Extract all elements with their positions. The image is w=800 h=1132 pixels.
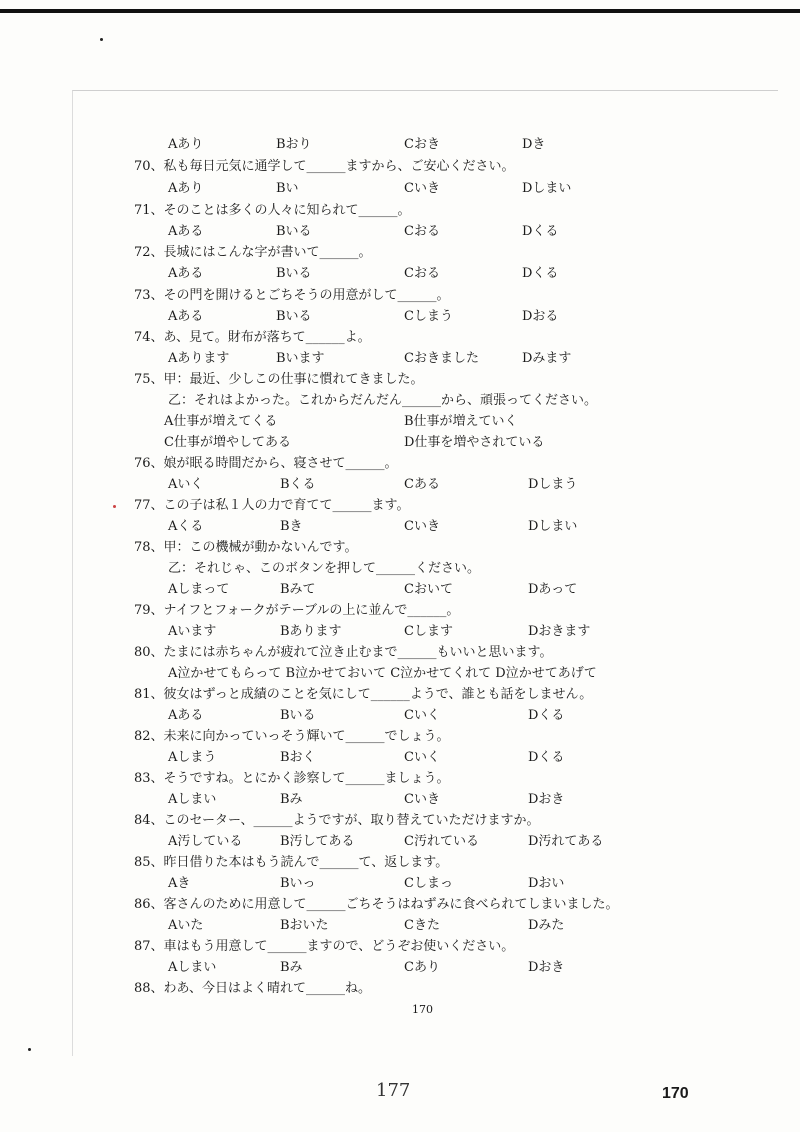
question-text: 70、私も毎日元気に通学して______ますから、ご安心ください。 [134,159,515,174]
option-d: Dおき [528,960,565,975]
question-text: 79、ナイフとフォークがテーブルの上に並んで______。 [134,603,460,618]
option-d: Dくる [522,266,559,281]
option-b: Bみて [280,582,316,597]
question-text: 76、娘が眠る時間だから、寝させて______。 [134,456,398,471]
option-d: Dくる [522,224,559,239]
top-border-line [0,9,800,13]
option-d: Dおい [528,876,565,891]
option-d: D仕事を増やされている [404,435,545,450]
option-c: Cいき [404,181,440,196]
option-c: Cいく [404,708,440,723]
option-c: Cおきました [404,351,479,366]
option-b: Bいる [276,266,312,281]
option-b: Bいる [280,708,316,723]
option-a: Aしまって [168,582,230,597]
question-text: 74、あ、見て。財布が落ちて______よ。 [134,330,371,345]
option-c: Cきた [404,918,440,933]
option-a: Aしまう [168,750,217,765]
option-a: Aくる [168,519,204,534]
option-c: Cいき [404,519,440,534]
option-a: A仕事が増えてくる [164,414,278,429]
option-b: Bい [276,181,299,196]
option-c: C仕事が増やしてある [164,435,291,450]
option-b: Bいる [276,309,312,324]
option-c: Cおる [404,266,440,281]
question-text: 84、このセーター、______ようですが、取り替えていただけますか。 [134,813,540,828]
question-text: 71、そのことは多くの人々に知られて______。 [134,203,411,218]
question-text: 78、甲：この機械が動かないんです。 [134,540,358,555]
option-c: Cあり [404,960,440,975]
option-c: Cいく [404,750,440,765]
option-c: Cおき [404,137,440,152]
option-d: Dしまい [528,519,578,534]
page-number-inner: 170 [412,1003,433,1016]
option-a: Aき [168,876,191,891]
option-b: Bみ [280,960,303,975]
option-b: Bいる [276,224,312,239]
option-c: C汚れている [404,834,479,849]
option-a: Aあり [168,137,204,152]
option-b: Bくる [280,477,316,492]
option-a: A汚している [168,834,243,849]
question-text: 85、昨日借りた本はもう読んで______て、返します。 [134,855,449,870]
option-a: Aある [168,266,204,281]
option-b: Bみ [280,792,303,807]
option-d: Dき [522,137,546,152]
option-a: Aいく [168,477,204,492]
option-d: Dおる [522,309,559,324]
option-a: Aある [168,309,204,324]
question-text: 86、客さんのために用意して______ごちそうはねずみに食べられてしまいました。 [134,897,619,912]
option-d: Dみた [528,918,565,933]
option-c: Cある [404,477,440,492]
option-d: Dあって [528,582,578,597]
option-b: Bき [280,519,303,534]
option-a: Aいた [168,918,204,933]
option-b: Bいっ [280,876,316,891]
option-a: Aあります [168,351,230,366]
question-text: 88、わあ、今日はよく晴れて______ね。 [134,981,372,996]
question-text: 83、そうですね。とにかく診察して______ましょう。 [134,771,450,786]
scan-speck [28,1048,31,1051]
options-line: A泣かせてもらって B泣かせておいて C泣かせてくれて D泣かせてあげて [168,666,597,681]
option-a: Aいます [168,624,217,639]
option-c: Cします [404,624,453,639]
option-a: Aしまい [168,792,217,807]
option-a: Aある [168,224,204,239]
option-d: Dくる [528,708,565,723]
option-d: Dしまう [528,477,578,492]
option-c: Cいき [404,792,440,807]
page-number-right: 170 [662,1085,689,1102]
question-text: 82、未来に向かっていっそう輝いて______でしょう。 [134,729,450,744]
option-c: Cしまう [404,309,453,324]
question-text-line2: 乙：それじゃ、このボタンを押して______ください。 [168,561,481,576]
option-b: B仕事が増えていく [404,414,518,429]
question-text: 81、彼女はずっと成績のことを気にして______ようで、誰とも話をしません。 [134,687,593,702]
option-d: Dくる [528,750,565,765]
question-text: 72、長城にはこんな字が書いて______。 [134,245,372,260]
option-b: Bいます [276,351,325,366]
question-text: 73、その門を開けるとごちそうの用意がして______。 [134,288,450,303]
question-text: 87、車はもう用意して______ますので、どうぞお使いください。 [134,939,515,954]
option-a: Aあり [168,181,204,196]
option-b: Bおく [280,750,316,765]
option-b: Bおいた [280,918,329,933]
question-text: 77、この子は私１人の力で育てて______ます。 [134,498,410,513]
option-a: Aしまい [168,960,217,975]
option-b: Bあります [280,624,342,639]
option-d: Dおき [528,792,565,807]
option-b: B汚してある [280,834,355,849]
option-b: Bおり [276,137,312,152]
option-d: Dおきます [528,624,591,639]
scan-speck [100,38,103,41]
option-c: Cおいて [404,582,453,597]
option-d: Dしまい [522,181,572,196]
option-d: D汚れてある [528,834,604,849]
option-a: Aある [168,708,204,723]
question-text-line2: 乙：それはよかった。これからだんだん______から、頑張ってください。 [168,393,598,408]
option-c: Cしまっ [404,876,453,891]
option-d: Dみます [522,351,572,366]
question-text: 80、たまには赤ちゃんが疲れて泣き止むまで______もいいと思います。 [134,645,553,660]
option-c: Cおる [404,224,440,239]
question-text: 75、甲：最近、少しこの仕事に慣れてきました。 [134,372,424,387]
page-number-bottom: 177 [376,1080,411,1101]
